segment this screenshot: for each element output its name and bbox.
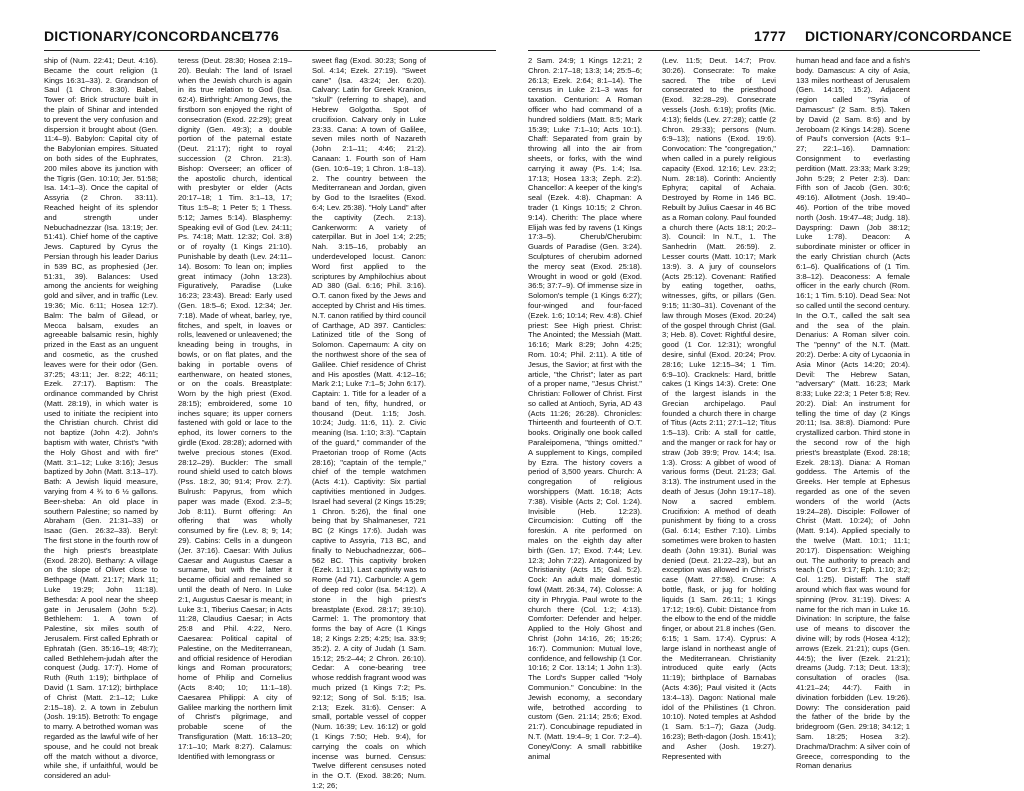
column-text: teress (Deut. 28:30; Hosea 2:19–20). Beulah: The land of Israel when the Jewish church is again in its true relation to God (Isa. 62:4). Birthright: Among Jews, the firstborn son enjoyed the right of consecration (Exod. 22:29); great dignity (Gen. 49:3); a double portion of the paternal estate (Deut. 21:17); right to royal succession (2 Chron. 21:3). Bishop: Overseer; an officer of the apostolic church, identical with presbyter or elder (Acts 20:17–18; 1 Tim. 3:1–13, 17; Titus 1:5–8; 1 Peter 5; 1 Thess. 5:12; James 5:14). Blasphemy: Speaking evil of God (Lev. 24:11; Ps. 74:18; Matt. 12:32; Col. 3:8) or of royalty (1 Kings 21:10). Punishable by death (Lev. 24:11–14). Bosom: To lean on; implies great intimacy (John 13:23). Figuratively, Paradise (Luke 16:23; 23:43). Bread: Early used (Gen. 18:5–6; Exod. 12:34; Jer. 7:18). Made of wheat, barley, rye, fitches, and spelt, in loaves or rolls, leavened or unleavened; the kneading being in troughs, in bowls, or on flat plates, and the baking in portable ovens of earthenware, on heated stones, or on the coals. Breastplate: Worn by the high priest (Exod. 28:15); embroidered, some 10 inches square; its upper corners fastened with gold or lace to the ephod, its lower corners to the girdle (Exod. 28:28); adorned with twelve precious stones (Exod. 28:12–29). Buckler: The small round shield used to catch blows (Pss. 18:2, 30; 91:4; Prov. 2:7). Bulrush: Papyrus, from which paper was made (Exod. 2:3–5; Job 8:11). Burnt offering: An offering that was wholly consumed by fire (Lev. 8; 9; 14; 29). Cabins: Cells in a dungeon (Jer. 37:16). Caesar: With Julius Caesar and Augustus Caesar a surname, but with the latter it became official and remained so until the death of Nero. In Luke 2:1, Augustus Caesar is meant; in Luke 3:1, Tiberius Caesar; in Acts 11:28, Claudius Caesar; in Acts 25:8 and Phil. 4:22, Nero. Caesarea: Political capital of Palestine, on the Mediterranean, and official residence of Herodian kings and Roman procurators; home of Philip and Cornelius (Acts 8:40; 10; 11:1–18). Caesarea Philippi: A city of Galilee marking the northern limit of Christ's pilgrimage, and probable scene of the Transfiguration (Matt. 16:13–20; 17:1–10; Mark 8:27). Calamus: Identified with lemongrass or bbox=[178, 56, 292, 761]
column-text: ship of (Num. 22:41; Deut. 4:16). Became the court religion (1 Kings 16:31–33). 2. Grandson of Saul (1 Chron. 8:30). Babel, Tower of: Brick structure built in the plain of Shinar and intended to prevent the very confusion and dispersion it brought about (Gen. 11:4–9). Babylon: Capital city of the Babylonian empires. Situated on both sides of the Euphrates, 200 miles above its junction with the Tigris (Gen. 10:10; Jer. 51:58; Isa. 14:1–3). Once the capital of Assyria (2 Chron. 33:11). Reached height of its splendor and strength under Nebuchadnezzar (Isa. 13:19; Jer. 51:41). Chief home of the captive Jews. Captured by Cyrus the Persian through his leader Darius in 539 BC, as prophesied (Jer. 51:31, 39). Balances: Used among the ancients for weighing gold and silver, and in traffic (Lev. 19:36; Mic. 6:11; Hosea 12:7). Balm: The balm of Gilead, or Mecca balsam, exudes an agreeable balsamic resin, highly prized in the East as an unguent and cosmetic, as the crushed leaves were for their odor (Gen. 37:25; 43:11; Jer. 8:22; 46:11; Ezek. 27:17). Baptism: The ordinance commanded by Christ (Matt. 28:19), in which water is used to initiate the recipient into the Christian church. Christ did not baptize (John 4:2). John's baptism with water, Christ's "with the Holy Ghost and with fire" (Matt. 3:1–12; Luke 3:16); Jesus baptized by John (Matt. 3:13–17). Bath: A Jewish liquid measure, varying from 4 ¾ to 6 ½ gallons. Beer-sheba: An old place in southern Palestine; so named by Abraham (Gen. 21:31–33) or Isaac (Gen. 26:32–33). Beryl: The first stone in the fourth row of the high priest's breastplate (Exod. 28:20). Bethany: A village on the slope of Olivet close to Bethpage (Matt. 21:17; Mark 11; Luke 19:29; John 11:18). Bethesda: A pool near the sheep gate in Jerusalem (John 5:2). Bethlehem: 1. A town of Palestine, six miles south of Jerusalem. First called Ephrath or Ephratah (Gen. 35:16–19; 48:7); called Bethlehem-judah after the conquest (Judg. 17:7). Home of Ruth (Ruth 1:19); birthplace of David (1 Sam. 17:12); birthplace of Christ (Matt. 2:1–12; Luke 2:15–18). 2. A town in Zebulun (Josh. 19:15). Betroth: To engage to marry. A betrothed woman was regarded as the lawful wife of her spouse, and he could not break off the match without a divorce, while she, if unfaithful, would be considered an adul- bbox=[44, 56, 158, 781]
left-page-number: 1776 bbox=[247, 28, 279, 44]
left-running-title: DICTIONARY/CONCORDANCE bbox=[44, 28, 251, 44]
right-columns bbox=[528, 56, 980, 771]
right-header-rule bbox=[528, 50, 980, 51]
left-header-rule bbox=[44, 50, 496, 51]
column-text: human head and face and a fish's body. Damascus: A city of Asia, 133 miles northeast of Jerusalem (Gen. 14:15; 15:2). Adjacent region called "Syria of Damascus" (2 Sam. 8:5). Taken by David (2 Sam. 8:6) and by Jeroboam (2 Kings 14:28). Scene of Paul's conversion (Acts 9:1–27; 22:1–16). Damnation: Consignment to everlasting perdition (Matt. 23:33; Mark 3:29; John 5:29; 2 Peter 2:3). Dan: Fifth son of Jacob (Gen. 30:6; 49:16). Allotment (Josh. 19:40–46). Portion of the tribe moved north (Josh. 19:47–48; Judg. 18). Dayspring: Dawn (Job 38:12; Luke 1:78). Deacon: A subordinate minister or officer in the early Christian church (Acts 6:1–6). Qualifications of (1 Tim. 3:8–12). Deaconess: A female officer in the early church (Rom. 16:1; 1 Tim. 5:10). Dead Sea: Not so called until the second century. In the O.T., called the salt sea and the sea of the plain. Denarius: A Roman silver coin. The "penny" of the N.T. (Matt. 20:2). Derbe: A city of Lycaonia in Asia Minor (Acts 14:20; 20:4). Devil: The Hebrew Satan, "adversary" (Matt. 16:23; Mark 8:33; Luke 22:3; 1 Peter 5:8; Rev. 20:2). Dial: An instrument for telling the time of day (2 Kings 20:11; Isa. 38:8). Diamond: Pure crystallized carbon. Third stone in the second row of the high priest's breastplate (Exod. 28:18; Ezek. 28:13). Diana: A Roman goddess. The Artemis of the Greeks. Her temple at Ephesus regarded as one of the seven wonders of the world (Acts 19:24–28). Disciple: Follower of Christ (Matt. 10:24); of John (Matt. 9:14). Applied specially to the twelve (Matt. 10:1; 11:1; 20:17). Dispensation: Weighing out. The authority to preach and teach (1 Cor. 9:17; Eph. 1:10; 3:2; Col. 1:25). Distaff: The staff around which flax was wound for spinning (Prov. 31:19). Dives: A name for the rich man in Luke 16. Divination: In scripture, the false use of means to discover the divine will; by rods (Hosea 4:12); arrows (Ezek. 21:21); cups (Gen. 44:5); the liver (Ezek. 21:21); dreams (Judg. 7:13; Deut. 13:3); consultation of oracles (Isa. 41:21–24; 44:7). Faith in divination forbidden (Lev. 19:26). Dowry: The consideration paid the father of the bride by the bridegroom (Gen. 29:18; 34:12; 1 Sam. 18:25; Hosea 3:2). Drachma/Drachm: A silver coin of Greece, corresponding to the Roman denarius bbox=[796, 56, 910, 771]
right-column-1 bbox=[528, 56, 642, 761]
left-column-2 bbox=[178, 56, 292, 761]
left-columns bbox=[44, 56, 496, 790]
left-page bbox=[0, 0, 496, 790]
right-page bbox=[528, 0, 1024, 771]
right-column-2 bbox=[662, 56, 776, 761]
left-column-3 bbox=[312, 56, 426, 790]
left-page-header bbox=[44, 28, 496, 46]
right-page-number: 1777 bbox=[754, 28, 786, 44]
right-page-header bbox=[528, 28, 1024, 46]
column-text: sweet flag (Exod. 30:23; Song of Sol. 4:14; Ezek. 27:19). "Sweet cane" (Isa. 43:24; Jer. 6:20). Calvary: Latin for Greek Kranion, "skull" (referring to shape), and Hebrew Golgotha. Spot of crucifixion. Calvary only in Luke 23:33. Cana: A town of Galilee, seven miles north of Nazareth (John 2:1–11; 4:46; 21:2). Canaan: 1. Fourth son of Ham (Gen. 10:6–19; 1 Chron. 1:8–13). 2. The country between the Mediterranean and Jordan, given by God to the Israelites (Exod. 6:4; Lev. 25:38). "Holy Land" after the captivity (Zech. 2:13). Cankerworm: A variety of caterpillar. But in Joel 1:4; 2:25; Nah. 3:15–16, probably an underdeveloped locust. Canon: Word first applied to the scriptures by Amphilochius about AD 380 (Gal. 6:16; Phil. 3:16). O.T. canon fixed by the Jews and accepted by Christ and His times. N.T. canon ratified by third council of Carthage, AD 397. Canticles: Latinized title of the Song of Solomon. Capernaum: A city on the northwest shore of the sea of Galilee. Chief residence of Christ and His apostles (Matt. 4:12–16; Mark 2:1; Luke 7:1–5; John 6:17). Captain: 1. Title for a leader of a band of ten, fifty, hundred, or thousand (Deut. 1:15; Josh. 10:24; Judg. 11:6, 11). 2. Civic meaning (Isa. 1:10; 3:3). "Captain of the guard," commander of the Praetorian troop of Rome (Acts 28:16); "captain of the temple," chief of the temple watchmen (Acts 4:1). Captivity: Six partial captivities mentioned in Judges. Israel had several (2 Kings 15:29; 1 Chron. 5:26), the final one being that by Shalmaneser, 721 BC (2 Kings 17:6). Judah was captive to Assyria, 713 BC, and finally to Nebuchadnezzar, 606–562 BC. This captivity broken (Ezek. 1:11). Last captivity was to Rome (Ad 71). Carbuncle: A gem of deep red color (Isa. 54:12). A stone in the high priest's breastplate (Exod. 28:17; 39:10). Carmel: 1. The promontory that forms the bay of Acre (1 Kings 18; 2 Kings 2:25; 4:25; Isa. 33:9; 35:2). 2. A city of Judah (1 Sam. 15:12; 25:2–44; 2 Chron. 26:10). Cedar: A cone-bearing tree whose reddish fragrant wood was much prized (1 Kings 7:2; Ps. 92:12; Song of Sol. 5:15; Isa. 2:13; Ezek. 31:6). Censer: A small, portable vessel of copper (Num. 16:39; Lev. 16:12) or gold (1 Kings 7:50; Heb. 9:4), for carrying the coals on which incense was burned. Census: Twelve different censuses noted in the O.T. (Exod. 38:26; Num. 1:2; 26; bbox=[312, 56, 426, 790]
column-text: 2 Sam. 24:9; 1 Kings 12:21; 2 Chron. 2:17–18; 13:3; 14; 25:5–6; 26:13; Ezek. 2:64; 8:1–14). The census in Luke 2:1–3 was for taxation. Centurion: A Roman officer who had command of a hundred soldiers (Matt. 8:5; Mark 15:39; Luke 7:1–10; Acts 10:1). Chaff: Separated from grain by throwing all into the air from sheets, or forks, with the wind carrying it away (Ps. 1:4; Isa. 17:13; Hosea 13:3; Zeph. 2:2). Chancellor: A keeper of the king's seal (Ezek. 4:8). Chapman: A trader (1 Kings 10:15; 2 Chron. 9:14). Cherith: The place where Elijah was fed by ravens (1 Kings 17:3–5). Cherub/Cherubim: Guards of Paradise (Gen. 3:24). Sculptures of cherubim adorned the mercy seat (Exod. 25:18). Wrought in wood or gold (Exod. 36:5; 37:7–9). Of immense size in Solomon's temple (1 Kings 6:27); four-winged and four-faced (Ezek. 1:6; 10:14; Rev. 4:8). Chief priest: See High priest. Christ: The Anointed; the Messiah (Matt. 16:16; Mark 8:29; John 4:25; Rom. 10:4; Phil. 2:11). A title of Jesus, the Savior; at first with the article, "the Christ"; later as part of a proper name, "Jesus Christ." Christian: Follower of Christ. First so called at Antioch, Syria, AD 43 (Acts 11:26; 26:28). Chronicles: Thirteenth and fourteenth of O.T. books. Originally one book called Paraleipomena, "things omitted." A supplement to Kings, compiled by Ezra. The history covers a period of 3,500 years. Church: A congregation of religious worshippers (Matt. 16:18; Acts 7:38). Visible (Acts 2; Col. 1:24). Invisible (Heb. 12:23). Circumcision: Cutting off the foreskin. A rite performed on males on the eighth day after birth (Gen. 17; Exod. 7:44; Lev. 12:3; John 7:22). Antagonized by Christianity (Acts 15; Gal. 5:2). Cock: An adult male domestic fowl (Matt. 26:34, 74). Colosse: A city in Phrygia. Paul wrote to the church there (Col. 1:2; 4:13). Comforter: Defender and helper. Applied to the Holy Ghost and Christ (John 14:16, 26; 15:26; 16:7). Communion: Mutual love, confidence, and fellowship (1 Cor. 10:16; 2 Cor. 13:14; 1 John 1:3). The Lord's Supper called "Holy Communion." Concubine: In the Jewish economy, a secondary wife, betrothed according to custom (Gen. 21:14; 25:6; Exod. 21:7). Concubinage repudiated in N.T. (Matt. 19:4–9; 1 Cor. 7:2–4). Coney/Cony: A small rabbitlike animal bbox=[528, 56, 642, 761]
column-text: (Lev. 11:5; Deut. 14:7; Prov. 30:26). Consecrate: To make sacred. The tribe of Levi consecrated to the priesthood (Exod. 32:28–29). Consecrate vessels (Josh. 6:19); profits (Mic. 4:13); fields (Lev. 27:28); cattle (2 Chron. 29:33); persons (Num. 6:9–13); nations (Exod. 19:6). Convocation: The "congregation," when called in a purely religious capacity (Exod. 12:16; Lev. 23:2; Num. 28:18). Corinth: Anciently Ephyra; capital of Achaia. Destroyed by Rome in 146 BC. Rebuilt by Julius Caesar in 46 BC as a Roman colony. Paul founded a church there (Acts 18:1; 20:2–3). Council: In N.T., 1. The Sanhedrin (Matt. 26:59). 2. Lesser courts (Matt. 10:17; Mark 13:9). 3. A jury of counselors (Acts 25:12). Covenant: Ratified by eating together, oaths, witnesses, gifts, or pillars (Gen. 9:15; 11:30–31). Covenant of the law through Moses (Exod. 20:24) of the gospel through Christ (Gal. 3; Heb. 8). Covet: Rightful desire, good (1 Cor. 12:31); wrongful desire, sinful (Exod. 20:24; Prov. 28:16; Luke 12:15–34; 1 Tim. 6:9–10). Cracknels: Hard, brittle cakes (1 Kings 14:3). Crete: One of the largest islands in the Grecian archipelago. Paul founded a church there in charge of Titus (Acts 2:11; 27:1–12; Titus 1:5–13). Crib: A stall for cattle, and the manger or rack for hay or straw (Job 39:9; Prov. 14:4; Isa. 1:3). Cross: A gibbet of wood of various forms (Deut. 21:23; Gal. 3:13). The instrument used in the death of Jesus (John 19:17–18). Now a sacred emblem. Crucifixion: A method of death punishment by fixing to a cross (Gal. 6:14; Esther 7:10). Limbs sometimes were broken to hasten death (John 19:31). Burial was denied (Deut. 21:22–23), but an exception was allowed in Christ's case (Matt. 27:58). Cruse: A bottle, flask, or jug for holding liquids (1 Sam. 26:11; 1 Kings 17:12; 19:6). Cubit: Distance from the elbow to the end of the middle finger, or about 21.8 inches (Gen. 6:15; 1 Sam. 17:4). Cyprus: A large island in northeast angle of the Mediterranean. Christianity introduced quite early (Acts 11:19); birthplace of Barnabas (Acts 4:36); Paul visited it (Acts 13:4–13). Dagon: National male idol of the Philistines (1 Chron. 10:10). Noted temples at Ashdod (1 Sam. 5:1–7); Gaza (Judg. 16:23); Beth-dagon (Josh. 15:41); and Asher (Josh. 19:27). Represented with bbox=[662, 56, 776, 761]
right-running-title: DICTIONARY/CONCORDANCE bbox=[805, 28, 1012, 44]
left-column-1 bbox=[44, 56, 158, 781]
right-column-3 bbox=[796, 56, 910, 771]
